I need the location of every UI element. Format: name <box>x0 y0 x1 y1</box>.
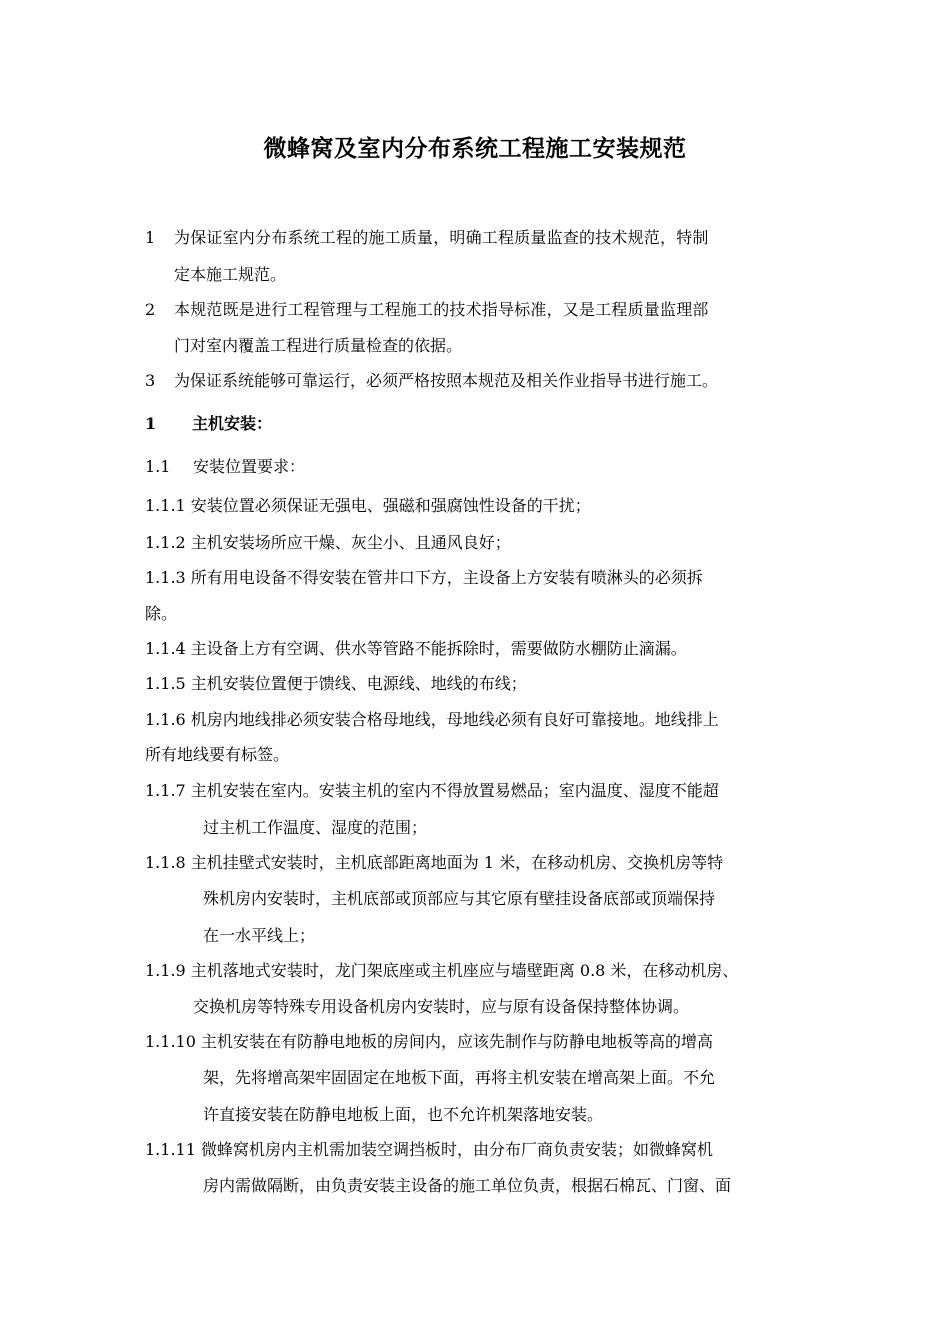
section-title: 主机安装： <box>192 414 273 433</box>
intro-text: 为保证室内分布系统工程的施工质量，明确工程质量监查的技术规范，特制 <box>174 228 709 247</box>
intro-text: 为保证系统能够可靠运行，必须严格按照本规范及相关作业指导书进行施工。 <box>174 371 719 390</box>
list-item-continuation: 所有地线要有标签。 <box>145 745 290 764</box>
list-item: 1.1.9 主机落地式安装时，龙门架底座或主机座应与墙壁距离 0.8 米，在移动机房、 <box>145 961 739 980</box>
intro-number: 3 <box>145 371 156 390</box>
list-item: 1.1.8 主机挂壁式安装时，主机底部距离地面为 1 米，在移动机房、交换机房等特 <box>145 853 724 872</box>
intro-number: 1 <box>145 228 156 247</box>
subsection-title: 安装位置要求： <box>193 457 306 476</box>
list-item-continuation: 交换机房等特殊专用设备机房内安装时，应与原有设备保持整体协调。 <box>193 997 690 1016</box>
list-item-continuation: 过主机工作温度、湿度的范围； <box>203 818 428 837</box>
subsection-number: 1.1 <box>145 457 171 476</box>
list-item: 1.1.1 安装位置必须保证无强电、强磁和强腐蚀性设备的干扰； <box>145 496 591 515</box>
list-item-continuation: 在一水平线上； <box>203 926 316 945</box>
list-item-continuation: 殊机房内安装时，主机底部或顶部应与其它原有壁挂设备底部或顶端保持 <box>203 889 716 908</box>
list-item: 1.1.4 主设备上方有空调、供水等管路不能拆除时，需要做防水棚防止滴漏。 <box>145 639 687 658</box>
intro-number: 2 <box>145 300 156 319</box>
list-item: 1.1.7 主机安装在室内。安装主机的室内不得放置易燃品；室内温度、湿度不能超 <box>145 781 719 800</box>
section-number: 1 <box>145 414 157 433</box>
list-item-continuation: 架，先将增高架牢固固定在地板下面，再将主机安装在增高架上面。不允 <box>203 1068 716 1087</box>
list-item-continuation: 除。 <box>145 604 178 623</box>
list-item: 1.1.11 微蜂窝机房内主机需加装空调挡板时，由分布厂商负责安装；如微蜂窝机 <box>145 1140 713 1159</box>
list-item-continuation: 房内需做隔断，由负责安装主设备的施工单位负责，根据石棉瓦、门窗、面 <box>203 1176 732 1195</box>
list-item: 1.1.6 机房内地线排必须安装合格母地线，母地线必须有良好可靠接地。地线排上 <box>145 710 719 729</box>
list-item-continuation: 许直接安装在防静电地板上面，也不允许机架落地安装。 <box>203 1105 604 1124</box>
list-item: 1.1.10 主机安装在有防静电地板的房间内，应该先制作与防静电地板等高的增高 <box>145 1032 713 1051</box>
intro-text: 定本施工规范。 <box>174 265 287 284</box>
list-item: 1.1.2 主机安装场所应干燥、灰尘小、且通风良好； <box>145 533 511 552</box>
list-item: 1.1.5 主机安装位置便于馈线、电源线、地线的布线； <box>145 674 527 693</box>
intro-text: 门对室内覆盖工程进行质量检查的依据。 <box>174 336 463 355</box>
intro-text: 本规范既是进行工程管理与工程施工的技术指导标准，又是工程质量监理部 <box>174 300 709 319</box>
document-title: 微蜂窝及室内分布系统工程施工安装规范 <box>263 135 687 162</box>
list-item: 1.1.3 所有用电设备不得安装在管井口下方，主设备上方安装有喷淋头的必须拆 <box>145 568 703 587</box>
